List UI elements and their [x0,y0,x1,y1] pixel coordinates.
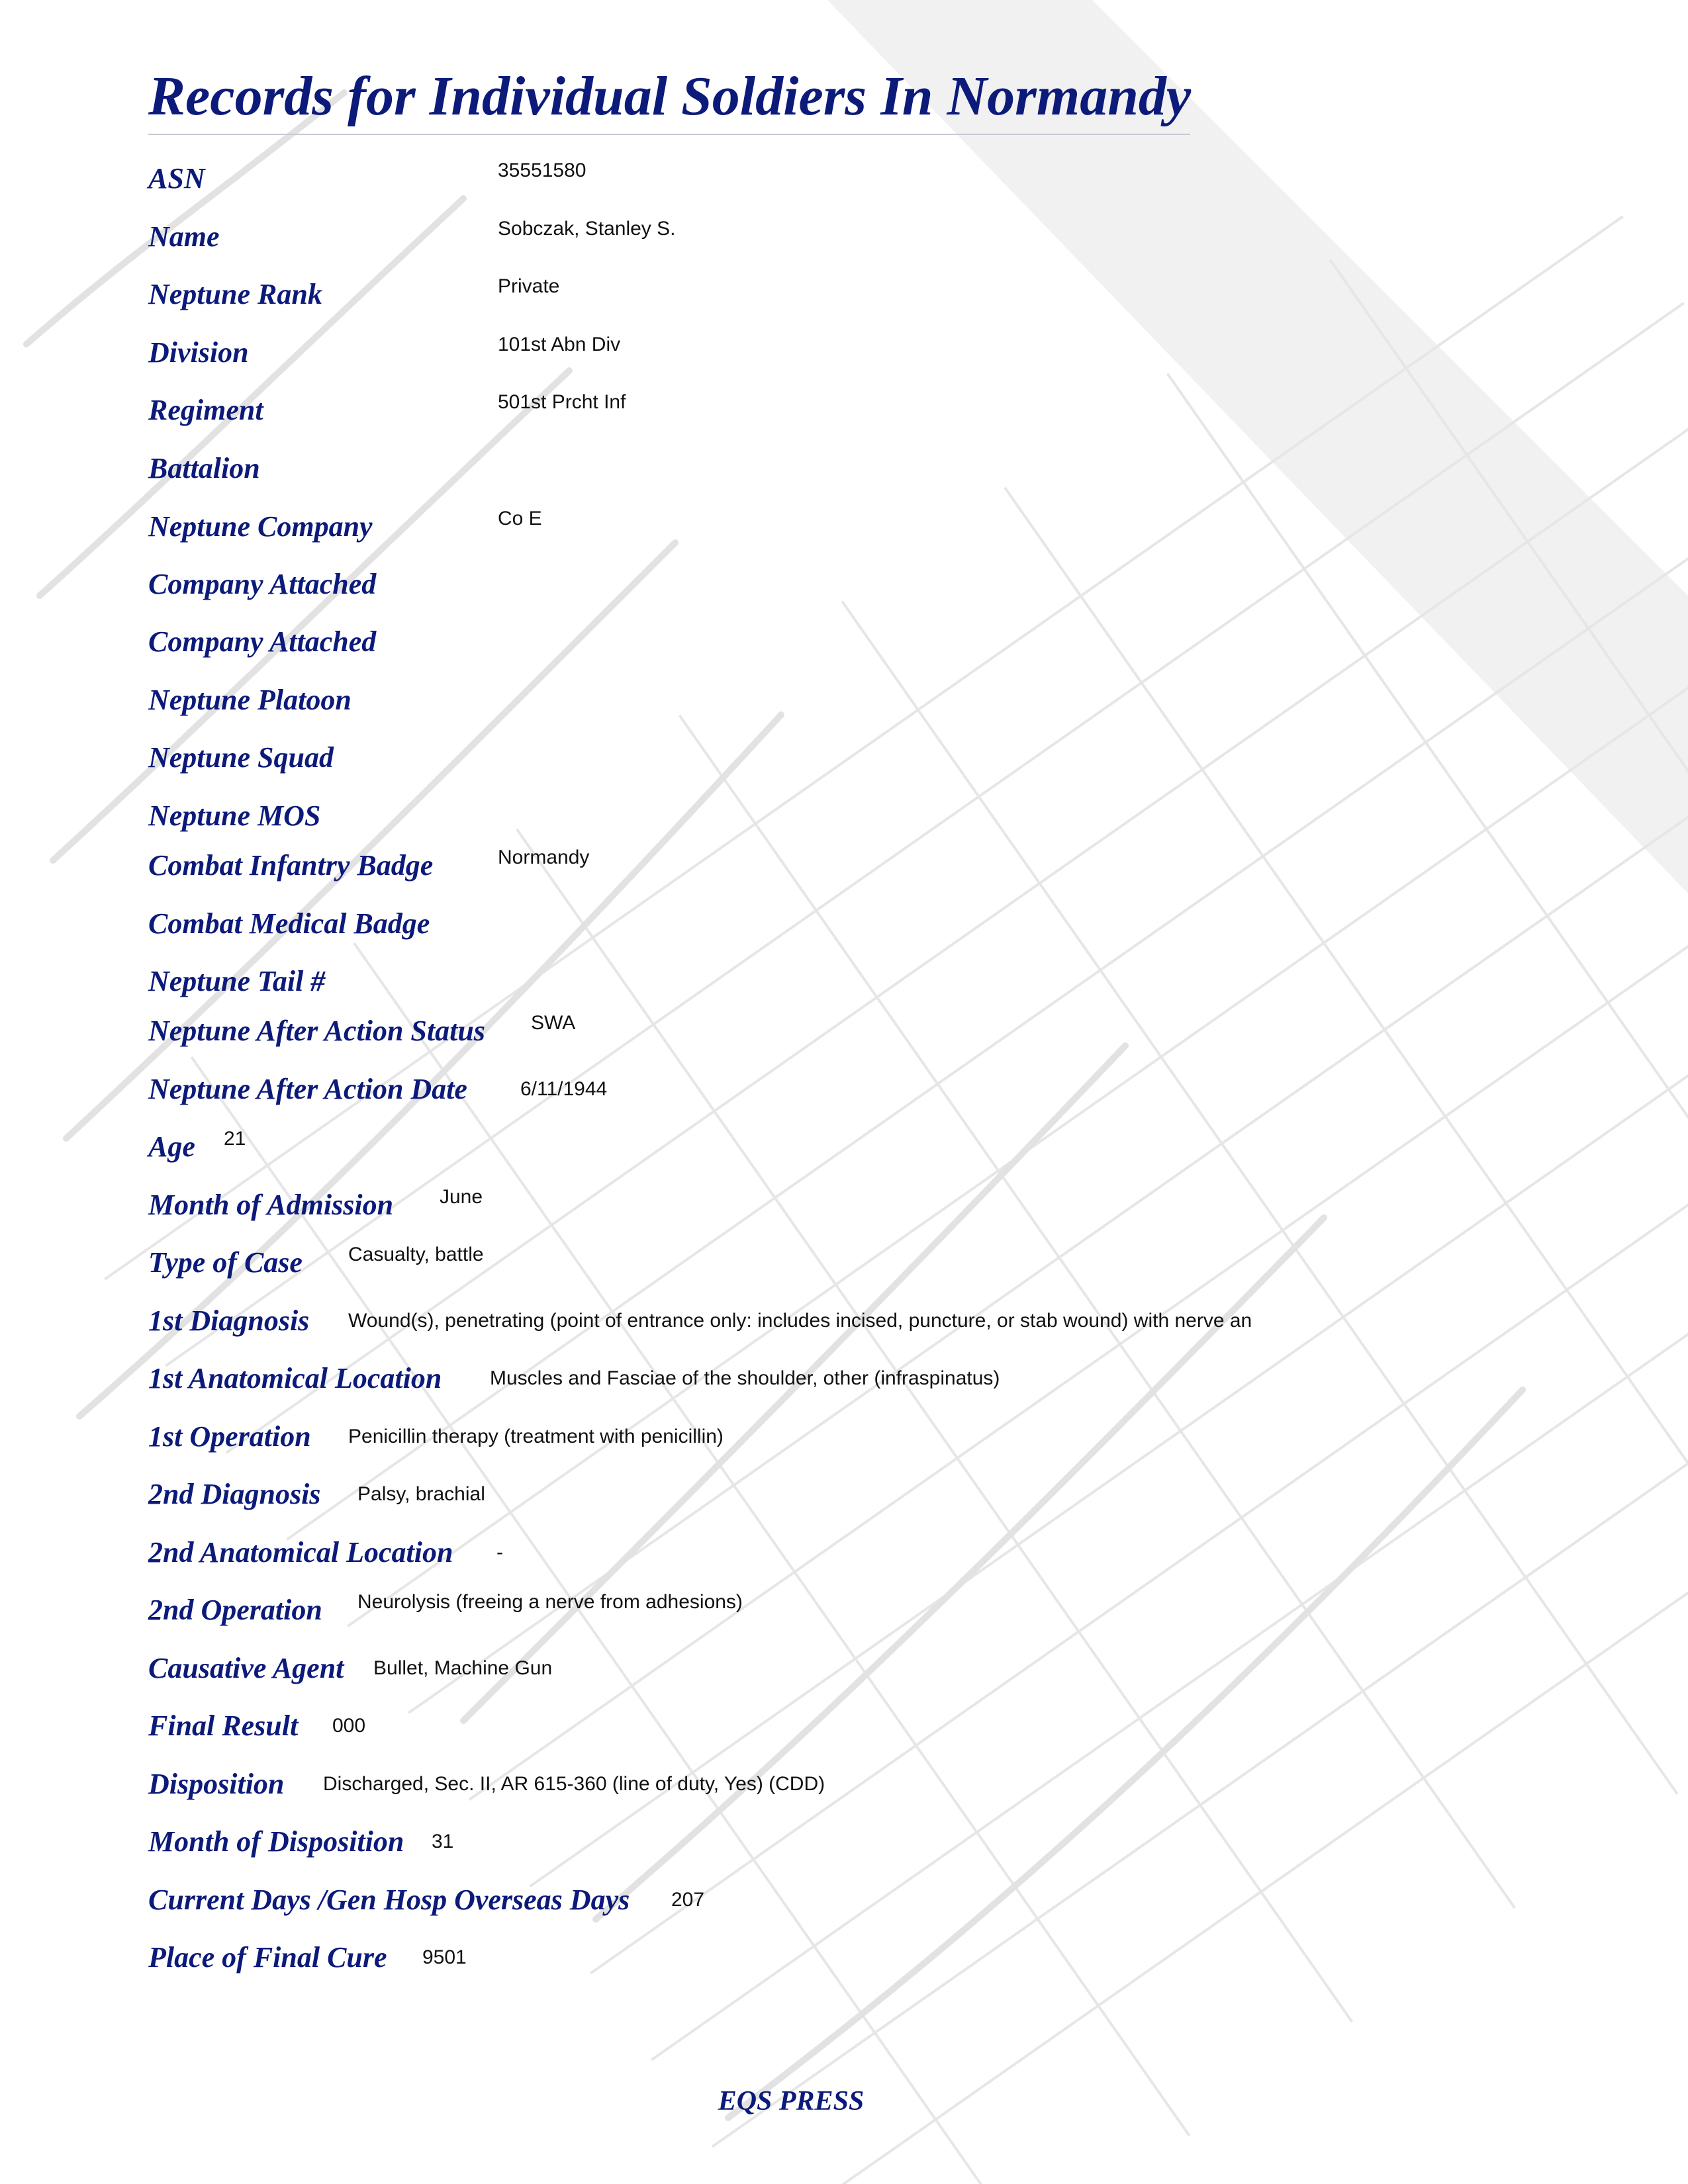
field-label: Current Days /Gen Hosp Overseas Days [148,1884,630,1916]
field-value: Discharged, Sec. II, AR 615-360 (line of duty, Yes) (CDD) [323,1773,825,1795]
field-value: Palsy, brachial [357,1483,485,1505]
page-title: Records for Individual Soldiers In Normandy [148,66,1192,127]
field-label: Neptune After Action Status [148,1015,485,1047]
field-neptune-platoon [148,680,1644,720]
field-label: Neptune After Action Date [148,1073,467,1105]
field-value: Private [498,275,560,297]
field-label: Neptune Platoon [148,684,352,716]
field-value: June [440,1186,483,1208]
field-2nd-diagnosis [148,1475,1644,1514]
publisher-footer: EQS PRESS [718,2086,865,2116]
title-underline [148,134,1190,135]
field-neptune-tail [148,962,1644,1001]
field-1st-diagnosis [148,1301,1644,1341]
field-company-attached-2 [148,622,1644,662]
field-label: Age [148,1130,195,1163]
field-label: Neptune Company [148,510,373,543]
field-value: 000 [332,1715,366,1737]
field-combat-medical-badge [148,904,1644,944]
field-label: 1st Operation [148,1420,311,1453]
field-2nd-operation [148,1590,1644,1630]
field-label: Month of Admission [148,1189,394,1221]
field-label: Company Attached [148,625,377,658]
field-label: Causative Agent [148,1652,344,1684]
field-division [148,333,1644,373]
field-value: 501st Prcht Inf [498,391,626,413]
field-neptune-mos [148,796,1644,836]
field-value: Casualty, battle [348,1244,484,1265]
field-value: Co E [498,508,542,529]
field-1st-anatomical-location [148,1359,1644,1398]
field-label: ASN [148,162,205,195]
field-value: Sobczak, Stanley S. [498,218,676,240]
field-label: Battalion [148,452,260,484]
field-value: 6/11/1944 [520,1078,608,1100]
field-label: Disposition [148,1768,285,1800]
field-label: Final Result [148,1709,299,1742]
field-value: 207 [671,1889,705,1911]
field-label: 2nd Diagnosis [148,1478,321,1510]
field-asn [148,159,1644,199]
field-value: Muscles and Fasciae of the shoulder, other (infraspinatus) [490,1367,1000,1389]
field-label: Type of Case [148,1246,303,1279]
field-label: Combat Infantry Badge [148,849,434,882]
field-neptune-rank [148,275,1644,314]
field-value: Normandy [498,846,590,868]
field-label: 2nd Anatomical Location [148,1536,453,1569]
field-name [148,217,1644,257]
field-month-of-disposition [148,1822,1644,1862]
field-neptune-company [148,507,1644,547]
field-company-attached [148,565,1644,604]
field-type-of-case [148,1243,1644,1283]
field-current-days [148,1880,1644,1920]
field-label: 1st Anatomical Location [148,1362,442,1394]
field-value: 31 [432,1831,454,1852]
field-value: Neurolysis (freeing a nerve from adhesions) [357,1591,743,1613]
field-label: Place of Final Cure [148,1941,387,1974]
field-after-action-status [148,1011,1644,1051]
field-value: Bullet, Machine Gun [373,1657,553,1679]
field-combat-infantry-badge [148,846,1644,886]
field-label: Company Attached [148,568,377,600]
field-value: - [496,1541,503,1563]
field-label: Name [148,220,220,253]
field-age [148,1127,1644,1167]
field-label: Regiment [148,394,263,426]
field-after-action-date [148,1069,1644,1109]
field-label: Neptune MOS [148,799,321,832]
field-battalion [148,449,1644,488]
field-neptune-squad [148,738,1644,778]
field-value: 101st Abn Div [498,334,621,355]
field-value: Wound(s), penetrating (point of entrance only: includes incised, puncture, or stab wound) with nerve an [348,1310,1252,1332]
field-label: Combat Medical Badge [148,907,430,940]
field-regiment [148,390,1644,430]
field-label: Neptune Rank [148,278,322,310]
field-value: SWA [531,1012,576,1034]
field-label: Neptune Tail # [148,965,326,997]
field-label: 2nd Operation [148,1594,322,1626]
field-1st-operation [148,1417,1644,1457]
field-final-result [148,1706,1644,1746]
field-value: Penicillin therapy (treatment with penicillin) [348,1426,724,1447]
field-2nd-anatomical-location [148,1533,1644,1572]
field-place-of-final-cure [148,1938,1644,1978]
field-month-of-admission [148,1185,1644,1225]
field-causative-agent [148,1649,1644,1688]
field-value: 35551580 [498,159,586,181]
field-label: Month of Disposition [148,1825,404,1858]
field-value: 9501 [422,1946,467,1968]
field-label: Division [148,336,249,369]
field-label: Neptune Squad [148,741,334,774]
field-disposition [148,1764,1644,1804]
field-value: 21 [224,1128,246,1150]
field-label: 1st Diagnosis [148,1304,310,1337]
